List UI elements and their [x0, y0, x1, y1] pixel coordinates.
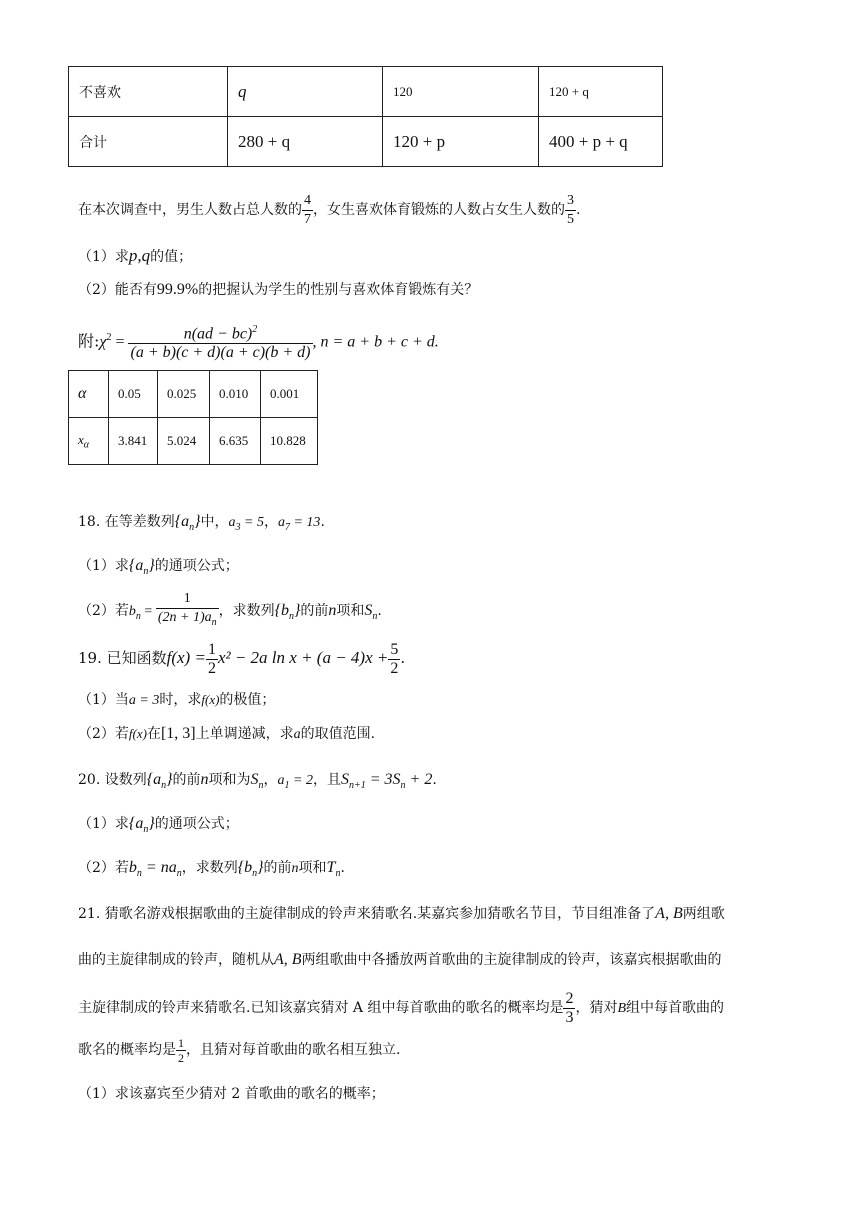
p21-line-2 — [78, 950, 722, 970]
math: a — [277, 515, 285, 530]
text: . — [377, 602, 382, 619]
text: （2）若 — [78, 860, 129, 876]
text: ，且猜对每首歌曲的歌名相互独立. — [186, 1042, 401, 1058]
contingency-table — [68, 66, 663, 167]
table-cell: 0.001 — [261, 371, 318, 418]
table-cell: 5.024 — [158, 418, 210, 465]
row-label: 不喜欢 — [69, 67, 228, 117]
numerator: 3 — [565, 192, 576, 211]
table-row — [69, 67, 663, 117]
p17-question-2 — [78, 280, 478, 300]
p21-question-1: （1）求该嘉宾至少猜对 2 首歌曲的歌名的概率； — [78, 1086, 385, 1102]
text: n(ad − bc) — [183, 325, 253, 343]
text: 项和 — [298, 860, 327, 876]
text: 项和 — [336, 602, 365, 619]
text: 主旋律制成的铃声来猜歌名.已知该嘉宾猜对 A 组中每首歌曲的歌名的概率均是 — [78, 1000, 564, 1016]
denominator: 7 — [304, 211, 311, 227]
fraction — [302, 192, 313, 229]
table-cell: 0.025 — [158, 371, 210, 418]
math: p,q — [128, 246, 151, 265]
text: 的极值； — [219, 692, 276, 708]
table-cell: 0.010 — [210, 371, 261, 418]
math: a — [293, 727, 301, 742]
text: ， — [263, 772, 278, 788]
p19-question-1 — [78, 690, 275, 711]
denominator: 2 — [390, 659, 399, 677]
math: a = 3 — [128, 693, 160, 708]
p20-question-2: （2）若$b_n = na_n$，求数列$\{b_n\}$的前n项和$T_n$. — [78, 859, 345, 880]
text: 时，求 — [159, 692, 202, 708]
table-cell: 6.635 — [210, 418, 261, 465]
p20-question-1: （1）求$\{a_n\}$的通项公式； — [78, 815, 239, 836]
text: 上单调递减，求 — [195, 726, 294, 742]
numerator: 4 — [302, 192, 313, 211]
fraction — [388, 641, 400, 678]
row-label: 合计 — [69, 117, 228, 167]
text: . — [320, 514, 325, 530]
numerator: 1 — [178, 1035, 184, 1050]
fraction — [156, 590, 219, 632]
math: f(x) — [128, 726, 147, 741]
denominator: 2 — [207, 659, 216, 677]
text: x — [78, 431, 84, 447]
p21-line-1 — [78, 904, 725, 924]
text: . — [400, 649, 406, 667]
table-cell: 120 + q — [539, 67, 663, 117]
p18-question-2: （2）若$b_n$ = $\frac{1}{(2n + 1)a_n}$ ，求数列$\{b_n\}$的前n项和$S_n$. — [78, 590, 382, 637]
table-cell: 120 + p — [383, 117, 539, 167]
table-row — [69, 371, 318, 418]
text: 20. 设数列 — [78, 772, 147, 788]
math: n — [291, 861, 299, 876]
p21-line-3 — [78, 986, 724, 1031]
numerator: 5 — [390, 640, 399, 658]
text: ， — [263, 514, 278, 530]
text: 组中每首歌曲的 — [626, 1000, 725, 1016]
chi-square-formula: 附$:\chi^2$ = $\frac{n(ad - bc)^2}{(a + b)(c + d)(a + c)(b + d)}$ , n = a + b + c + d. — [78, 314, 439, 366]
text: 的通项公式； — [154, 558, 239, 574]
text: . — [340, 860, 345, 876]
text: 两组歌 — [682, 906, 725, 922]
math: [1, 3] — [160, 725, 196, 742]
p18-stem: 18. 在等差数列$\{a_n\}$中，$a_3 = 5$，$a_7 = 13$. — [78, 513, 325, 534]
text: 的前 — [172, 772, 201, 788]
fraction — [128, 321, 312, 362]
text: 曲的主旋律制成的铃声，随机从 — [78, 952, 274, 968]
table-cell: 0.05 — [109, 371, 158, 418]
table-cell: 280 + q — [228, 117, 383, 167]
text: （1）求 — [78, 558, 129, 574]
math: χ — [99, 333, 107, 351]
text: ，女生喜欢体育锻炼的人数占女生人数的 — [313, 202, 565, 218]
numerator: 1 — [156, 590, 219, 609]
text: 两组歌曲中各播放两首歌曲的主旋律制成的铃声，该嘉宾根据歌曲的 — [301, 952, 722, 968]
text: 在本次调查中，男生人数占总人数的 — [78, 202, 302, 218]
text: . — [576, 202, 581, 218]
text: （2）若 — [78, 602, 129, 619]
p19-question-2 — [78, 724, 375, 745]
math: a — [228, 515, 236, 530]
text: 的取值范围. — [300, 726, 376, 742]
p21-line-4 — [78, 1030, 400, 1070]
text: 附: — [78, 331, 100, 351]
math: , n = a + b + c + d. — [312, 333, 439, 351]
math: A, B — [274, 951, 302, 968]
p17-question-1 — [78, 246, 192, 267]
math: S — [364, 601, 373, 619]
math: = 2 — [293, 773, 313, 788]
math: B — [617, 1001, 627, 1016]
fraction — [176, 1036, 186, 1065]
table-row — [69, 418, 318, 465]
denominator: $(2n + 1)a_n$ — [157, 610, 217, 628]
text: （1）当 — [78, 692, 129, 708]
text: （2）若 — [78, 726, 129, 742]
text: （2）能否有 — [78, 282, 157, 298]
text: . — [432, 772, 437, 788]
math: {a — [174, 513, 190, 530]
p18-question-1: （1）求$\{a_n\}$的通项公式； — [78, 557, 239, 578]
fraction — [563, 990, 575, 1027]
text: 中， — [200, 514, 229, 530]
math: A, B — [655, 905, 683, 922]
math: n — [200, 771, 209, 788]
math: + 2 — [409, 771, 433, 788]
p20-stem: 20. 设数列$\{a_n\}$的前n项和为$S_n$，$a_1 = 2$，且$S_{n+1} = 3S_n + 2$. — [78, 771, 437, 792]
math: f(x) = — [166, 648, 206, 667]
text: 21. 猜歌名游戏根据歌曲的主旋律制成的铃声来猜歌名.某嘉宾参加猜歌名节目，节目组准备了 — [78, 906, 656, 922]
p19-stem — [78, 638, 405, 678]
numerator: 2 — [565, 989, 574, 1007]
text: ，猜对 — [575, 1000, 618, 1016]
table-row — [69, 117, 663, 167]
denominator: 5 — [567, 211, 574, 227]
text: 的前 — [263, 860, 292, 876]
p17-intro — [78, 188, 580, 232]
math: f(x) — [201, 692, 220, 707]
text: （1）求 — [78, 249, 129, 265]
math: = 3S — [369, 771, 401, 788]
text: 的值； — [150, 249, 193, 265]
table-cell: q — [228, 67, 383, 117]
math: 99.9% — [156, 281, 199, 298]
text: 的前 — [300, 602, 329, 619]
math: a — [277, 773, 285, 788]
table-cell: 400 + p + q — [539, 117, 663, 167]
fraction — [565, 192, 576, 229]
text: 18. 在等差数列 — [78, 514, 175, 530]
numerator: n(ad − bc)$^2$ — [128, 321, 312, 344]
alpha-label: α — [69, 371, 109, 418]
text: ，求数列 — [218, 602, 275, 619]
text: 在 — [146, 726, 161, 742]
x-alpha-label: $x_\alpha$ — [69, 418, 109, 465]
denominator: 2 — [178, 1050, 184, 1065]
table-cell: 3.841 — [109, 418, 158, 465]
denominator: 3 — [565, 1008, 574, 1026]
text: 的把握认为学生的性别与喜欢体育锻炼有关？ — [198, 282, 479, 298]
text: ，且 — [312, 772, 341, 788]
text: 歌名的概率均是 — [78, 1042, 176, 1058]
text: 的通项公式； — [154, 816, 239, 832]
text: （1）求 — [78, 816, 129, 832]
text: ，求数列 — [181, 860, 238, 876]
math: = 5 — [244, 515, 264, 530]
math: x² − 2a ln x + (a − 4)x + — [217, 648, 389, 667]
fraction — [206, 641, 218, 678]
math: T — [326, 859, 336, 876]
table-cell: 10.828 — [261, 418, 318, 465]
math: n — [328, 601, 337, 619]
math: = na — [145, 859, 177, 876]
critical-value-table — [68, 370, 318, 465]
table-cell: 120 — [383, 67, 539, 117]
text: 19. 已知函数 — [78, 649, 167, 667]
text: 项和为 — [208, 772, 251, 788]
denominator: (a + b)(c + d)(a + c)(b + d) — [130, 344, 311, 362]
math: = 13 — [293, 515, 321, 530]
numerator: 1 — [207, 640, 216, 658]
